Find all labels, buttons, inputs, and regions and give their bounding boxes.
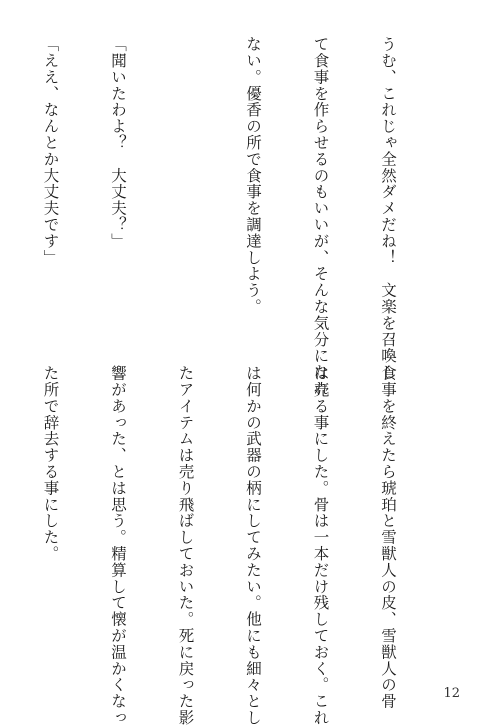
dialogue-line: 「ええ、なんとか大丈夫です」 <box>41 36 60 266</box>
text-line: たアイテムは売り飛ばしておいた。死に戻った影 <box>176 365 195 726</box>
upper-text-block <box>0 36 444 397</box>
blank-line <box>174 36 197 346</box>
text-line: 食事を終えたら琥珀と雪獣人の皮、雪獣人の骨 <box>379 365 397 710</box>
text-line: ない。優香の所で食事を調達しよう。 <box>244 36 262 315</box>
dialogue-line: 「聞いたわよ？ 大丈夫？」 <box>109 36 127 250</box>
text-line: た所で辞去する事にした。 <box>41 365 60 562</box>
text-line: て食事を作らせるのもいいが、そんな気分になれ <box>311 36 330 397</box>
lower-text-block <box>0 365 444 726</box>
page-number: 12 <box>443 686 460 701</box>
text-line: うむ、これじゃ全然ダメだね！ 文楽を召喚し <box>379 36 397 381</box>
text-line: は何かの武器の柄にしてみたい。他にも細々とし <box>244 365 262 726</box>
text-line: 響があった、とは思う。精算して懐が温かくなっ <box>109 365 127 726</box>
text-line: は売る事にした。骨は一本だけ残しておく。これ <box>311 365 330 726</box>
